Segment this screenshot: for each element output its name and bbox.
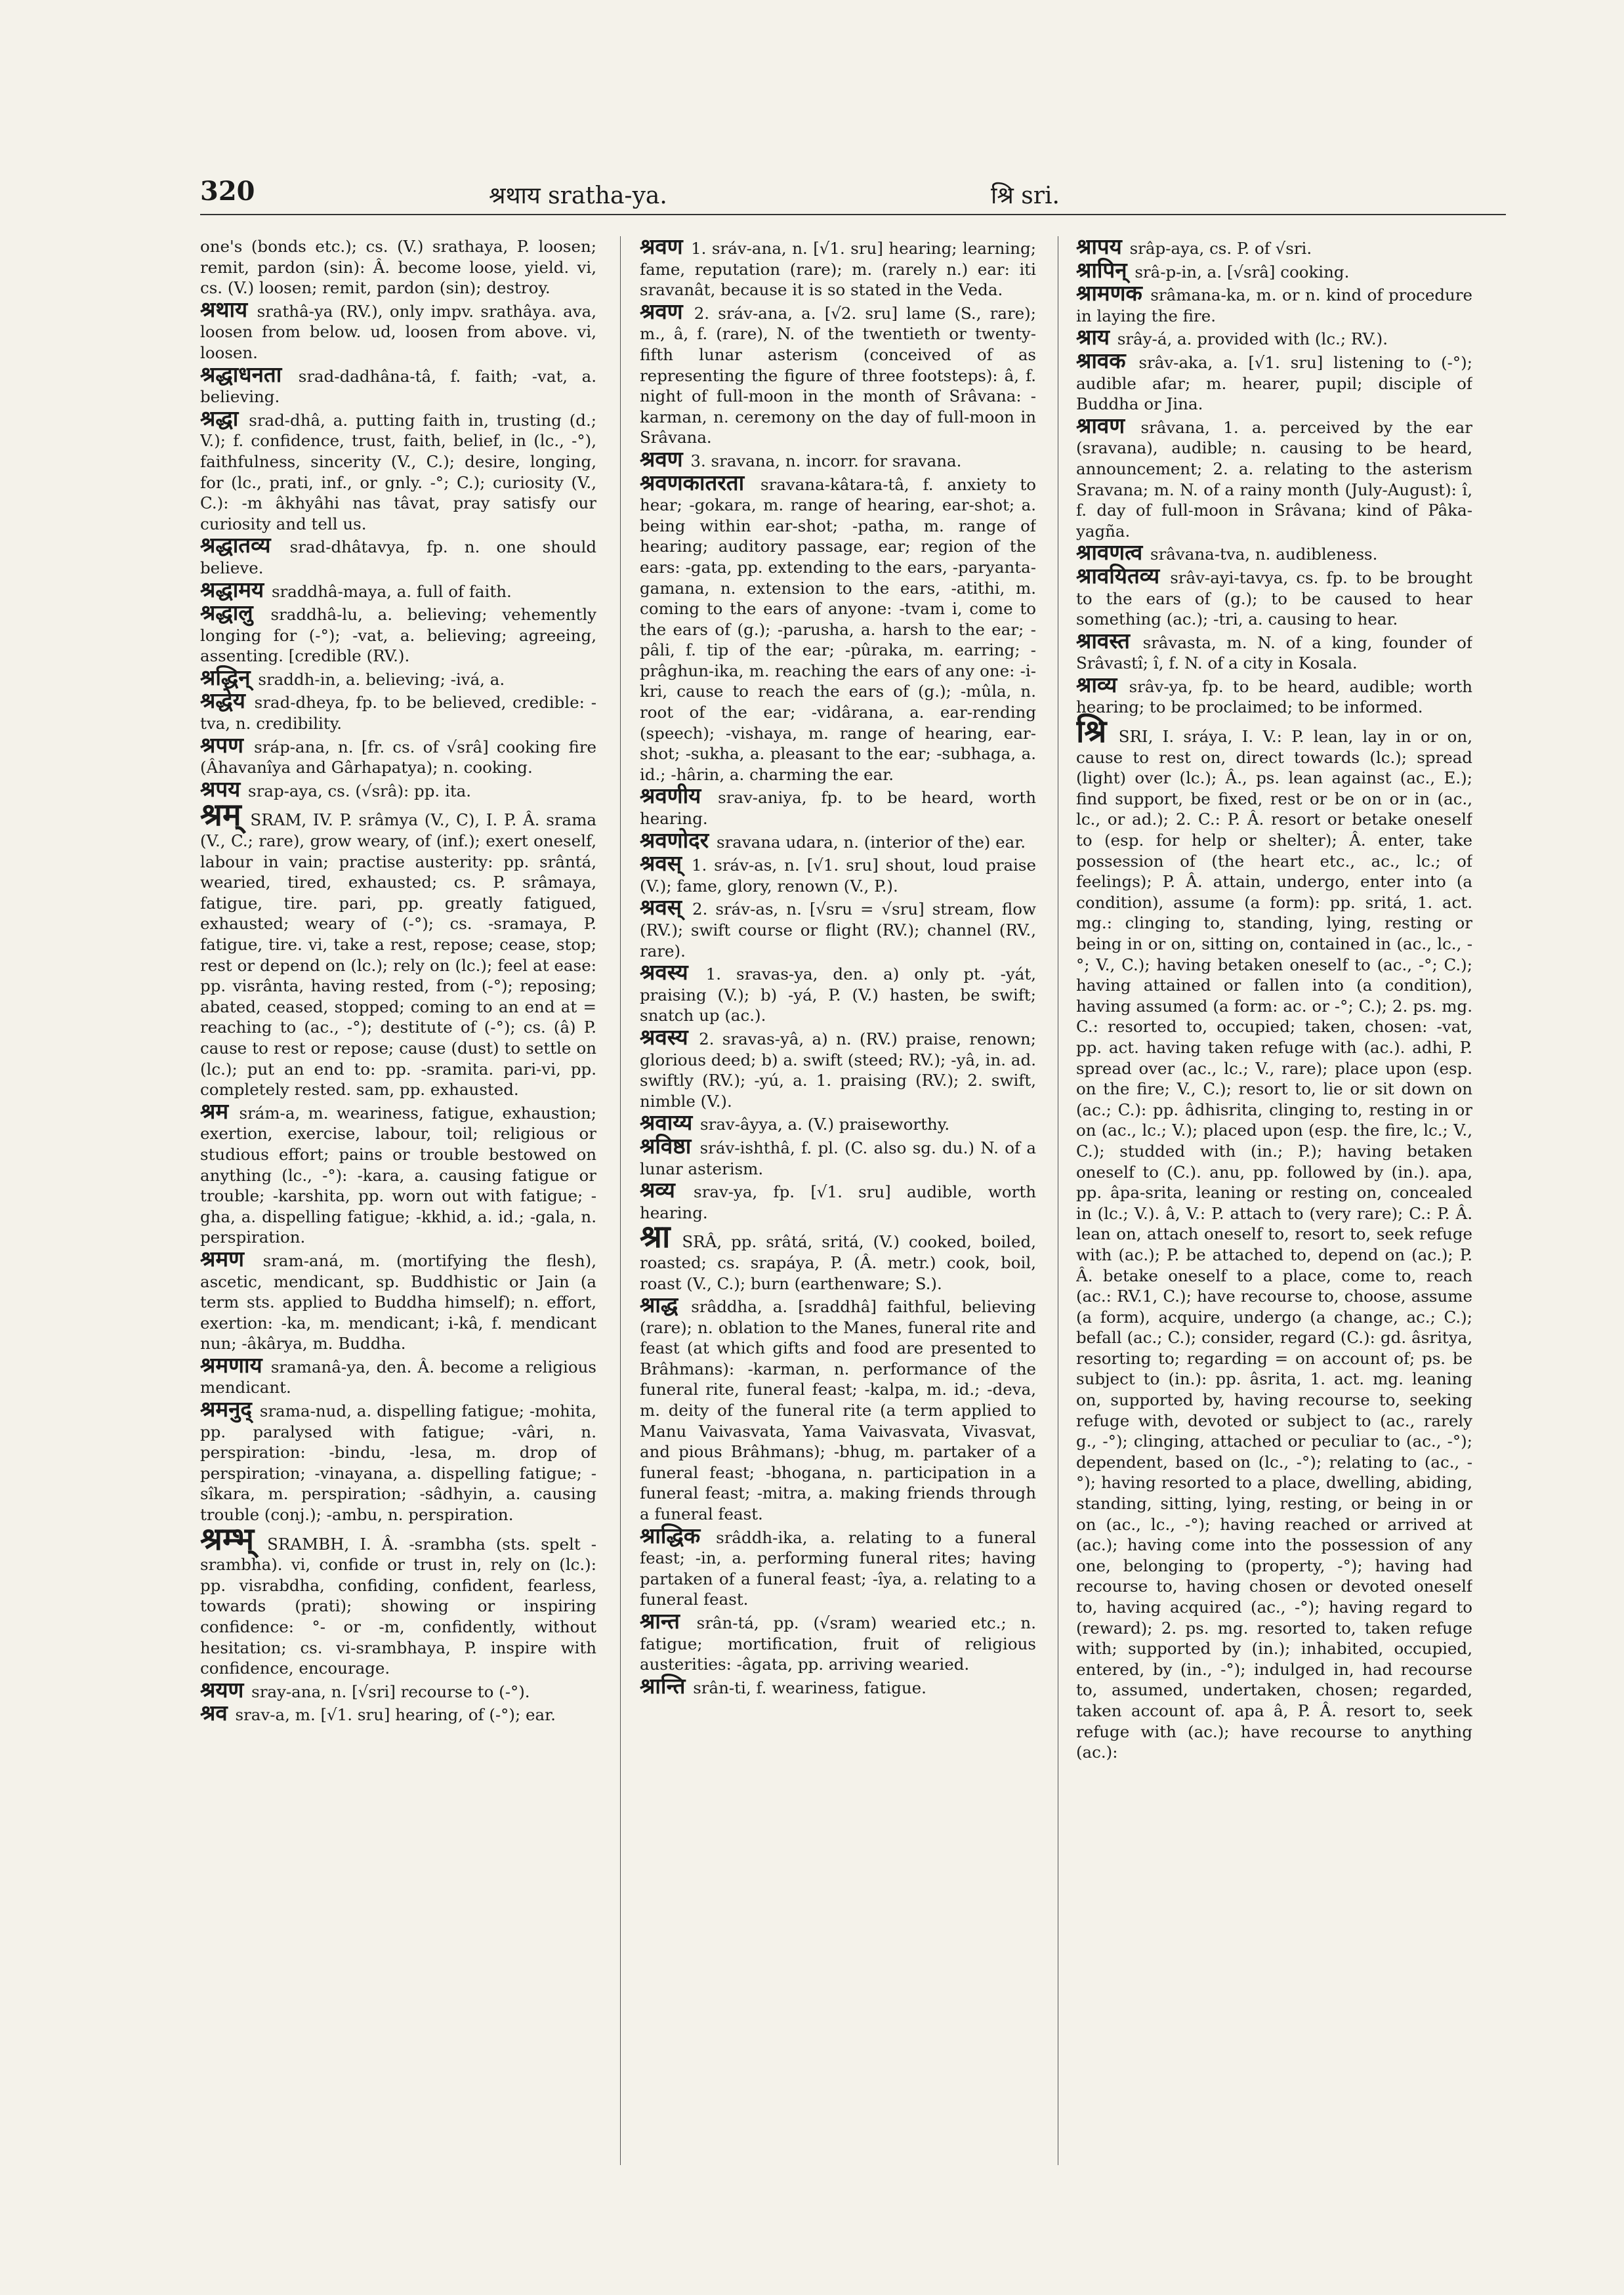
- entry-text: 2. sravas-yâ, a) n. (RV.) praise, renown; glorious deed; b) a. swift (steed; RV.); -yâ, in. ad. swiftly (RV.); -yú, a. 1. praising (RV.); 2. swift, nimble (V.).: [640, 1029, 1036, 1111]
- headword-devanagari: श्रवस्य: [640, 1023, 688, 1050]
- headword-devanagari: श्रमनुद्: [200, 1396, 252, 1422]
- entry-text: srathâ-ya (RV.), only impv. srathâya. ava, loosen from below. ud, loosen from above. vi, loosen.: [200, 301, 596, 362]
- headword-devanagari: श्रयण: [200, 1676, 244, 1703]
- running-head-left: श्रथाय sratha-ya.: [489, 182, 667, 209]
- headword-devanagari: श्राव्य: [1076, 671, 1117, 697]
- entry-text: srav-aniya, fp. to be heard, worth hearing.: [640, 788, 1036, 829]
- headword-devanagari: श्रावणत्व: [1076, 539, 1143, 566]
- dictionary-entry: [200, 602, 596, 667]
- dictionary-entry: [200, 690, 596, 734]
- headword-devanagari: श्रवस्य: [640, 959, 688, 985]
- dictionary-entry: [640, 1109, 1036, 1136]
- headword-devanagari: श्रद्धाधनता: [200, 361, 282, 387]
- entry-text: sramanâ-ya, den. Â. become a religious mendicant.: [200, 1357, 596, 1397]
- headword-devanagari: श्रम्: [200, 796, 241, 834]
- entry-text: sráp-ana, n. [fr. cs. of √srâ] cooking fire (Âhavanîya and Gârhapatya); n. cooking.: [200, 737, 596, 777]
- headword-devanagari: श्राद्ध: [640, 1292, 678, 1318]
- headword-devanagari: श्रावयितव्य: [1076, 562, 1160, 589]
- headword-devanagari: श्रावस्त: [1076, 627, 1130, 653]
- entry-text: srad-dhâ, a. putting faith in, trusting (d.; V.); f. confidence, trust, faith, belief, in (lc., -°), faithfulness, sincerity (V., C.); desire, longing, for (lc., prati, inf., or gnly. -°; C.); curiosity (V., C.): -m âkhyâhi nas tâvat, pray satisfy our curiosity and tell us.: [200, 410, 596, 533]
- dictionary-entry: [200, 576, 596, 602]
- entry-text: srap-aya, cs. (√srâ): pp. ita.: [248, 781, 472, 800]
- headword-devanagari: श्रद्धालु: [200, 600, 253, 626]
- entry-text: sraddhâ-maya, a. full of faith.: [271, 581, 512, 601]
- entry-text: srâvana-tva, n. audibleness.: [1150, 545, 1378, 564]
- column-2: [640, 236, 1036, 2185]
- headword-devanagari: श्रवणीय: [640, 783, 701, 809]
- entry-text: srâp-aya, cs. P. of √sri.: [1129, 239, 1312, 258]
- entry-text: srân-ti, f. weariness, fatigue.: [693, 1678, 927, 1697]
- entry-text: srav-a, m. [√1. sru] hearing, of (-°); ear.: [235, 1705, 556, 1725]
- dictionary-entry: [200, 1396, 596, 1525]
- dictionary-entry: [640, 298, 1036, 448]
- headword-devanagari: श्रवस्: [640, 850, 682, 877]
- entry-text: srâv-ayi-tavya, cs. fp. to be brought to the ears of (g.); to be caused to hear something (ac.); -tri, a. causing to hear.: [1076, 568, 1472, 629]
- dictionary-entry: [200, 1245, 596, 1354]
- headword-devanagari: श्रवण: [640, 298, 683, 324]
- headword-devanagari: श्रवणोदर: [640, 827, 709, 853]
- entry-text: sraddh-in, a. believing; -ivá, a.: [258, 669, 505, 689]
- entry-text: sraddhâ-lu, a. believing; vehemently longing for (-°); -vat, a. believing; agreeing, assenting. [credible (RV.).: [200, 605, 596, 666]
- headword-devanagari: श्राद्धिक: [640, 1522, 701, 1548]
- dictionary-entry: [1076, 713, 1472, 1763]
- entry-text: srâv-aka, a. [√1. sru] listening to (-°); audible afar; m. hearer, pupil; disciple of Buddha or Jina.: [1076, 352, 1472, 414]
- dictionary-entry: [1076, 627, 1472, 674]
- dictionary-entry: [1076, 539, 1472, 566]
- headword-devanagari: श्रपण: [200, 732, 243, 758]
- headword-devanagari: श्रवस्: [640, 894, 682, 920]
- column-3: [1076, 236, 1472, 2185]
- headword-devanagari: श्राय: [1076, 324, 1110, 350]
- headword-devanagari: श्रामणक: [1076, 280, 1142, 306]
- entry-text: sravana udara, n. (interior of the) ear.: [716, 832, 1026, 852]
- dictionary-entry: [640, 1132, 1036, 1179]
- headword-devanagari: श्रापय: [1076, 236, 1122, 259]
- entry-text: srav-ya, fp. [√1. sru] audible, worth hearing.: [640, 1182, 1036, 1222]
- entry-text: srám-a, m. weariness, fatigue, exhaustion; exertion, exercise, labour, toil; religious or studious effort; pains or trouble bestowed on anything (lc., -°): -kara, a. causing fatigue or trouble; -karshita, pp. worn out with fatigue; -gha, a. dispelling fatigue; -kkhid, a. id.; -gala, n. perspiration.: [200, 1103, 596, 1247]
- entry-text: srây-á, a. provided with (lc.; RV.).: [1117, 329, 1388, 349]
- dictionary-entry: [640, 1522, 1036, 1610]
- dictionary-entry: [200, 1098, 596, 1248]
- headword-devanagari: श्रविष्ठा: [640, 1132, 692, 1159]
- headword-devanagari: श्रव्य: [640, 1177, 675, 1203]
- page-header: [200, 176, 1506, 222]
- headword-devanagari: श्रमणाय: [200, 1352, 262, 1378]
- headword-devanagari: श्रान्त: [640, 1608, 680, 1634]
- headword-devanagari: श्रव: [200, 1700, 228, 1726]
- entry-text: srâddha, a. [sraddhâ] faithful, believing (rare); n. oblation to the Manes, funeral rite and feast (at which gifts and food are presented to Brâhmans): -karman, n. performance of the funeral rite, funeral feast; -kalpa, m. id.; -deva, m. deity of the funeral rite (a term applied to Manu Vaivasvata, Yama Vaivasvata, Vivasvat, and pious Brâhmans); -bhug, m. partaker of a funeral feast; -bhogana, n. participation in a funeral feast; -mitra, a. making friends through a funeral feast.: [640, 1297, 1036, 1524]
- dictionary-entry: [200, 405, 596, 535]
- dictionary-entry: [640, 445, 1036, 472]
- entry-text: SRI, I. sráya, I. V.: P. lean, lay in or on, cause to rest on, direct towards (lc.); spread (light) over (lc.); Â., ps. lean against (ac., E.); find support, be fixed, rest or be on or in (ac., lc., or ad.); 2. C.: P. Â. resort or betake oneself to (esp. for help or shelter); Â. enter, take possession of (the heart etc., ac., lc.; of feelings); P. Â. attain, undergo, enter into (a condition), assume (a form): pp. sritá, 1. act. mg.: clinging to, standing, lying, resting or being in or on, sitting on, contained in (ac., lc., -°; V., C.); having betaken oneself to (ac., -°; C.); having attained or fallen into (a condition), having assumed (a form: ac. or -°; C.); 2. ps. mg. C.: resorted to, occupied; taken, chosen: -vat, pp. act. having taken refuge with (ac.). adhi, P. spread over (ac., lc.; V., rare); place upon (esp. on the fire; V., C.); resort to, lie or sit down on (ac.; C.): pp. âdhisrita, clinging to, resting in or on (ac., lc.; V.); placed upon (esp. the fire, lc.; V., C.); studded with (in.; P.); having betaken oneself to (C.). anu, pp. followed by (in.). apa, pp. âpa-srita, leaning or resting on, concealed in (lc.; V.). â, V.: P. attach to (very rare); C.: P. Â. lean on, attach oneself to, resort to, seek refuge with (ac.); P. be attached to, depend on (ac.); P. Â. betake oneself to a place, come to, reach (ac.: RV.1, C.); have recourse to, choose, assume (a form), acquire, undergo (a change, ac.; C.); befall (ac.; C.); consider, regard (C.): gd. âsritya, resorting to; regarding = on account of; ps. be subject to (in.): pp. âsrita, 1. act. mg. leaning on, supported by, having recourse to, seeking refuge with, devoted or subject to (ac., rarely g., -°); clinging, attached or peculiar to (ac., -°); dependent, based on (lc., -°); relating to (ac., -°); having resorted to a place, dwelling, abiding, standing, sitting, lying, resting, or being in or on (ac., lc., -°); having reached or arrived at (ac.); having come into the possession of any one, belonging to (property, -°); having had recourse to, having chosen or devoted oneself to, having acquired (ac., -°); having regard to (reward); 2. ps. mg. resorted to, taken refuge with; supported by (in.); inhabited, occupied, entered, by (in., -°); indulged in, had recourse to, assumed, undertaken, chosen; regarded, taken account of. apa â, P. Â. resort to, seek refuge with (ac.); have recourse to anything (ac.):: [1076, 727, 1472, 1762]
- column-1: [200, 236, 596, 2185]
- dictionary-entry: [200, 732, 596, 778]
- dictionary-entry: [640, 1177, 1036, 1223]
- entry-text: sráv-ishthâ, f. pl. (C. also sg. du.) N. of a lunar asterism.: [640, 1138, 1036, 1178]
- dictionary-entry: [640, 469, 1036, 785]
- dictionary-entry: [200, 1352, 596, 1398]
- dictionary-entry: [200, 1700, 596, 1726]
- dictionary-entry: [1076, 412, 1472, 542]
- headword-devanagari: श्रावक: [1076, 347, 1126, 373]
- dictionary-entry: [1076, 562, 1472, 630]
- headword-devanagari: श्रद्धिन्: [200, 664, 251, 690]
- dictionary-entry: [200, 796, 596, 1100]
- headword-devanagari: श्रद्धा: [200, 405, 239, 431]
- entry-text: sravana-kâtara-tâ, f. anxiety to hear; -gokara, m. range of hearing, ear-shot; a. being within ear-shot; -patha, m. range of hearing; auditory passage, ear; region of the ears: -gata, pp. extending to the ears, -paryanta-gamana, n. extension to the ears, -atithi, m. coming to the ears of anyone: -tvam i, come to the ears of (g.); -parusha, a. harsh to the ear; -pâli, f. tip of the ear; -pûraka, m. earring; -prâghun-ika, m. reaching the ears of any one: -i-kri, cause to reach the ears of (g.); -mûla, n. root of the ear; -vidârana, a. ear-rending (speech); -vishaya, m. range of hearing, ear-shot; -sukha, a. pleasant to the ear; -subhaga, a. id.; -hârin, a. charming the ear.: [640, 474, 1036, 784]
- dictionary-entry: [640, 1608, 1036, 1675]
- entry-text: 2. sráv-as, n. [√sru = √sru] stream, flow (RV.); swift course or flight (RV.); channel (RV., rare).: [640, 899, 1036, 961]
- dictionary-entry: [200, 664, 596, 690]
- dictionary-entry: [200, 296, 596, 363]
- header-rule: [200, 214, 1506, 215]
- headword-devanagari: श्रावण: [1076, 412, 1125, 438]
- headword-devanagari: श्रथाय: [200, 296, 248, 322]
- headword-devanagari: श्रद्धेय: [200, 688, 245, 714]
- headword-devanagari: श्रपय: [200, 775, 241, 802]
- dictionary-entry: [200, 775, 596, 802]
- dictionary-entry: [640, 827, 1036, 853]
- dictionary-entry: [640, 850, 1036, 896]
- headword-devanagari: श्रद्धामय: [200, 576, 264, 602]
- headword-devanagari: श्रान्ति: [640, 1672, 686, 1699]
- headword-devanagari: श्रापिन्: [1076, 257, 1127, 283]
- headword-devanagari: श्रा: [640, 1218, 671, 1256]
- entry-text: one's (bonds etc.); cs. (V.) srathaya, P. loosen; remit, pardon (sin): Â. become loose, yield. vi, cs. (V.) loosen; remit, pardon (sin); destroy.: [200, 237, 596, 298]
- entry-text: srad-dhâtavya, fp. n. one should believe.: [200, 537, 596, 577]
- entry-text: srad-dheya, fp. to be believed, credible: -tva, n. credibility.: [200, 693, 596, 734]
- dictionary-entry: [200, 1676, 596, 1703]
- running-head-right: श्रि sri.: [991, 182, 1060, 209]
- dictionary-entry: [200, 361, 596, 407]
- entry-text: SRAM, IV. P. srâmya (V., C), I. P. Â. srama (V., C.; rare), grow weary, of (inf.); exert oneself, labour in vain; practise austerity: pp. srântá, wearied, tired, exhausted; cs. P. srâmaya, fatigue, tire. pari, pp. greatly fatigued, exhausted; weary of (-°); cs. -sramaya, P. fatigue, tire. vi, take a rest, repose; cease, stop; rest or depend on (lc.); rely on (lc.); feel at ease: pp. visrânta, having rested, from (-°); reposing; abated, ceased, stopped; coming to an end at = reaching to (ac., -°); destitute of (-°); cs. (â) P. cause to rest or repose; cause (dust) to settle on (lc.); put an end to: pp. -sramita. pari-vi, pp. completely rested. sam, pp. exhausted.: [200, 810, 596, 1100]
- dictionary-entry: [200, 532, 596, 578]
- headword-devanagari: श्रि: [1076, 713, 1107, 751]
- entry-text: sray-ana, n. [√sri] recourse to (-°).: [251, 1682, 530, 1701]
- dictionary-entry: [1076, 257, 1472, 283]
- headword-devanagari: श्रद्धातव्य: [200, 532, 271, 558]
- dictionary-entry: [640, 959, 1036, 1026]
- entry-text: 3. sravana, n. incorr. for sravana.: [690, 451, 962, 470]
- entry-text: SRAMBH, I. Â. -srambha (sts. spelt -srambha). vi, confide or trust in, rely on (lc.): pp. visrabdha, confiding, confident, fearless, towards (prati); showing or inspiring confidence: °- or -m, confidently, without hesitation; cs. vi-srambhaya, P. inspire with confidence, encourage.: [200, 1534, 596, 1678]
- headword-devanagari: श्रम: [200, 1098, 229, 1124]
- entry-text: SRÂ, pp. srâtá, sritá, (V.) cooked, boiled, roasted; cs. srapáya, P. (Â. metr.) cook, boil, roast (V., C.); burn (earthenware; S.).: [640, 1232, 1036, 1293]
- dictionary-entry: [1076, 280, 1472, 326]
- entry-text: srâ-p-in, a. [√srâ] cooking.: [1135, 262, 1350, 281]
- dictionary-entry: [200, 1520, 596, 1679]
- entry-text: sram-aná, m. (mortifying the flesh), ascetic, mendicant, sp. Buddhistic or Jain (a term sts. applied to Buddha himself); n. effort, exertion: -ka, m. mendicant; i-kâ, f. mendicant nun; -âkârya, m. Buddha.: [200, 1251, 596, 1354]
- entry-text: srân-tá, pp. (√sram) wearied etc.; n. fatigue; mortification, fruit of religious austerities: -âgata, pp. arriving wearied.: [640, 1613, 1036, 1674]
- headword-devanagari: श्रवण: [640, 445, 683, 472]
- dictionary-entry: [640, 1672, 1036, 1699]
- entry-text: srâvana, 1. a. perceived by the ear (sravana), audible; n. causing to be heard, announcement; 2. a. relating to the asterism Sravana; m. N. of a rainy month (July-August): î, f. day of full-moon in Srâvana; kind of Pâka-yagña.: [1076, 417, 1472, 541]
- entry-text: 1. sráv-as, n. [√1. sru] shout, loud praise (V.); fame, glory, renown (V., P.).: [640, 856, 1036, 896]
- entry-text: srad-dadhâna-tâ, f. faith; -vat, a. believing.: [200, 366, 596, 407]
- dictionary-entry: [640, 1294, 1036, 1525]
- dictionary-entry: [640, 785, 1036, 829]
- headword-devanagari: श्रम्भ्: [200, 1520, 255, 1558]
- headword-devanagari: श्रमण: [200, 1245, 244, 1272]
- page-number: 320: [200, 176, 255, 207]
- entry-text: srâddh-ika, a. relating to a funeral feast; -in, a. performing funeral rites; having partaken of a funeral feast; -îya, a. relating to a funeral feast.: [640, 1527, 1036, 1609]
- entry-text: srâmana-ka, m. or n. kind of procedure in laying the fire.: [1076, 285, 1472, 325]
- headword-devanagari: श्रवाय्य: [640, 1109, 693, 1136]
- entry-text: 1. sráv-ana, n. [√1. sru] hearing; learning; fame, reputation (rare); m. (rarely n.) ear: iti sravanât, because it is so stated in the Veda.: [640, 239, 1036, 300]
- entry-text: srâvasta, m. N. of a king, founder of Srâvastî; î, f. N. of a city in Kosala.: [1076, 632, 1472, 673]
- dictionary-entry: [1076, 347, 1472, 415]
- column-divider: [620, 236, 621, 2165]
- entry-text: 2. sráv-ana, a. [√2. sru] lame (S., rare); m., â, f. (rare), N. of the twentieth or twenty-fifth lunar asterism (conceived of as representing the figure of three footsteps): â, f. night of full-moon in the month of Srâvana: -karman, n. ceremony on the day of full-moon in Srâvana.: [640, 303, 1036, 447]
- entry-text: srama-nud, a. dispelling fatigue; -mohita, pp. paralysed with fatigue; -vâri, n. perspiration: -bindu, -lesa, m. drop of perspiration; -vinayana, a. dispelling fatigue; -sîkara, m. perspiration; -sâdhyin, a. causing trouble (conj.); -ambu, n. perspiration.: [200, 1401, 596, 1525]
- entry-text: srâv-ya, fp. to be heard, audible; worth hearing; to be proclaimed; to be informed.: [1076, 676, 1472, 717]
- entry-text: 1. sravas-ya, den. a) only pt. -yát, praising (V.); b) -yá, P. (V.) hasten, be swift; snatch up (ac.).: [640, 964, 1036, 1025]
- dictionary-entry: [1076, 236, 1472, 259]
- dictionary-entry: [640, 1218, 1036, 1294]
- entry-text: srav-âyya, a. (V.) praiseworthy.: [700, 1115, 950, 1134]
- headword-devanagari: श्रवणकातरता: [640, 469, 745, 495]
- dictionary-entry: [640, 1023, 1036, 1111]
- dictionary-entry: [640, 236, 1036, 300]
- headword-devanagari: श्रवण: [640, 236, 683, 259]
- dictionary-entry: [200, 236, 596, 299]
- dictionary-entry: [640, 894, 1036, 961]
- dictionary-entry: [1076, 671, 1472, 718]
- dictionary-entry: [1076, 324, 1472, 350]
